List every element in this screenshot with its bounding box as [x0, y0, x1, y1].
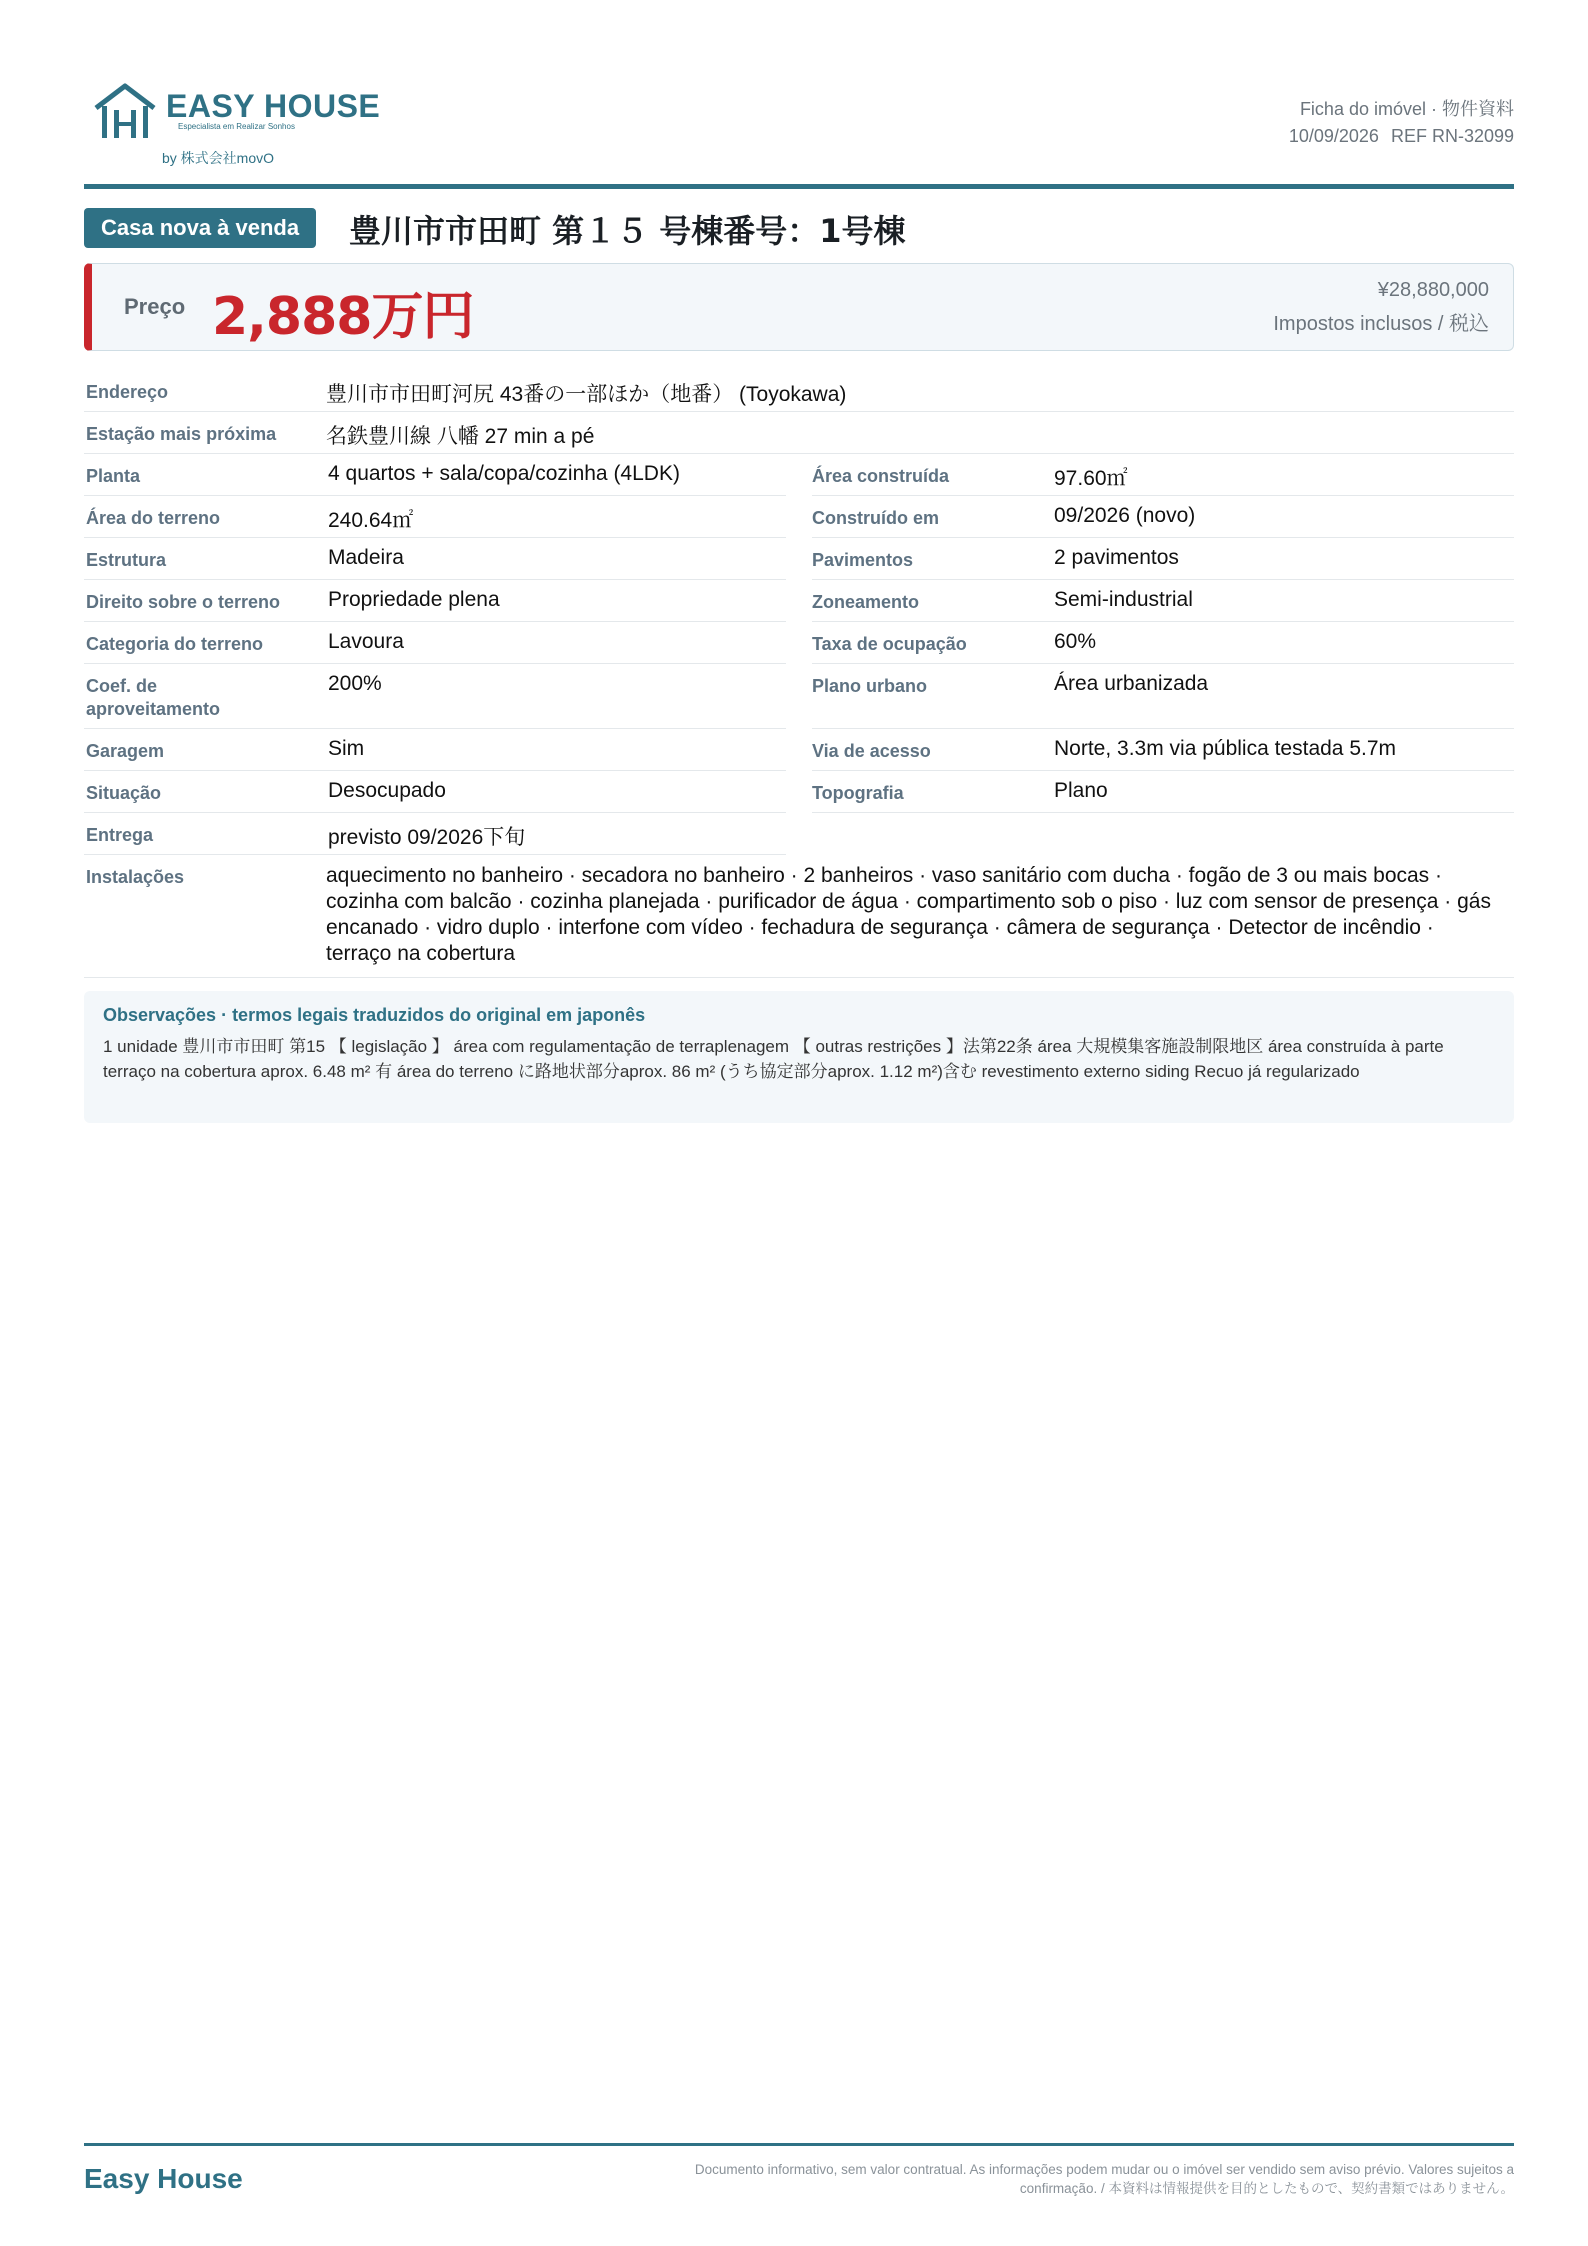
document-meta [1289, 96, 1514, 150]
spec-row-instalacoes [84, 855, 1514, 978]
spec-value: 名鉄豊川線 八幡 27 min a pé [326, 425, 595, 448]
spec-label: Zoneamento [812, 592, 920, 612]
spec-value: Desocupado [328, 779, 446, 802]
spec-row [84, 622, 1514, 664]
spec-label: Direito sobre o terreno [86, 592, 281, 612]
spec-label: Pavimentos [812, 550, 914, 570]
footer-brand: Easy House [84, 2163, 243, 2194]
spec-value: 97.60㎡ [1054, 467, 1128, 490]
spec-value: Norte, 3.3m via pública testada 5.7m [1054, 737, 1397, 760]
spec-cell-situacao [84, 771, 786, 813]
spec-row [84, 729, 1514, 771]
spec-label: Área do terreno [86, 508, 221, 528]
spec-label: Construído em [812, 508, 940, 528]
doc-type: Ficha do imóvel · 物件資料 [1299, 99, 1514, 119]
spec-row [84, 454, 1514, 496]
spec-cell-categoria [84, 622, 786, 664]
spec-label: Área construída [812, 466, 950, 486]
notes-box [84, 991, 1514, 1123]
doc-date-ref [1289, 123, 1514, 150]
spec-label: Endereço [86, 382, 169, 402]
price-yen: ¥28,880,000 [1377, 279, 1489, 301]
spec-value: 豊川市市田町河尻 43番の一部ほか（地番） (Toyokawa) [326, 383, 847, 406]
spec-value: 240.64㎡ [328, 509, 414, 532]
logo-name: EASY HOUSE [166, 88, 381, 124]
spec-label: Planta [86, 466, 141, 486]
spec-table [84, 370, 1514, 978]
spec-cell-empty [812, 813, 1514, 854]
spec-cell-estrutura [84, 538, 786, 580]
spec-label: Plano urbano [812, 676, 928, 696]
logo-by: by 株式会社movO [162, 150, 275, 166]
spec-value: 09/2026 (novo) [1054, 504, 1196, 527]
spec-label: Taxa de ocupação [812, 634, 967, 654]
spec-value: Madeira [328, 546, 404, 569]
spec-label: Topografia [812, 783, 904, 803]
house-logo-icon [90, 80, 160, 142]
spec-label: Estrutura [86, 550, 167, 570]
spec-row [84, 538, 1514, 580]
spec-cell-entrega [84, 813, 786, 855]
spec-cell-direito [84, 580, 786, 622]
spec-cell-zoneamento [812, 580, 1514, 622]
spec-value: 200% [328, 672, 382, 695]
price-box [84, 263, 1514, 351]
price-tax-note: Impostos inclusos / 税込 [1273, 313, 1489, 335]
spec-cell-via [812, 729, 1514, 771]
spec-row [84, 580, 1514, 622]
spec-cell-planta [84, 454, 786, 496]
spec-cell-plano [812, 664, 1514, 729]
doc-date: 10/09/2026 [1288, 126, 1379, 146]
spec-cell-area-terreno [84, 496, 786, 538]
spec-label: Via de acesso [812, 741, 931, 761]
footer-disclaimer: Documento informativo, sem valor contratual. As informações podem mudar ou o imóvel ser vendido sem aviso prévio. Valores sujeitos a confirmação. / 本資料は情報提供を目的としたもので、契約書類ではありません。 [694, 2162, 1514, 2196]
easy-house-logo [90, 80, 381, 175]
header-divider [84, 184, 1514, 189]
spec-label: Estação mais próxima [86, 424, 277, 444]
spec-value: previsto 09/2026下旬 [328, 826, 526, 849]
spec-label: Coef. de aproveitamento [86, 676, 221, 719]
spec-cell-taxa [812, 622, 1514, 664]
spec-cell-topografia [812, 771, 1514, 813]
notes-text: 1 unidade 豊川市市田町 第15 【 legislação 】 área com regulamentação de terraplenagem 【 outras restrições 】法第22条 área 大規模集客施設制限地区 área construída à parte terraço na cobertura aprox. 6.48 m² 有 área do terreno に路地状部分aprox. 86 m² (うち協定部分aprox. 1.12 m²)含む revestimento externo siding Recuo já regularizado [103, 1037, 1444, 1081]
listing-type-badge: Casa nova à venda [84, 208, 316, 248]
price-value: 2,888万円 [212, 287, 474, 347]
spec-cell-coef [84, 664, 786, 729]
notes-title: Observações · termos legais traduzidos do original em japonês [103, 1005, 646, 1025]
spec-label: Situação [86, 783, 162, 803]
footer-divider [84, 2143, 1514, 2146]
spec-cell-pavimentos [812, 538, 1514, 580]
spec-cell-area-construida [812, 454, 1514, 496]
spec-label: Instalações [86, 867, 185, 887]
price-label: Preço [124, 294, 186, 319]
property-title: 豊川市市田町 第１５ 号棟番号：1号棟 [349, 212, 906, 250]
spec-value: Propriedade plena [328, 588, 500, 611]
spec-cell-garagem [84, 729, 786, 771]
spec-row [84, 813, 1514, 855]
spec-value: Plano [1054, 779, 1108, 802]
spec-value-instalacoes: aquecimento no banheiro · secadora no banheiro · 2 banheiros · vaso sanitário com ducha · fogão de 3 ou mais bocas · cozinha com balcão · cozinha planejada · purificador de água · compartimento sob o piso · luz com sensor de presença · gás encanado · vidro duplo · interfone com vídeo · fechadura de segurança · câmera de segurança · Detector de incêndio · terraço na cobertura [326, 864, 1491, 965]
property-sheet [84, 0, 1514, 2246]
spec-row [84, 771, 1514, 813]
spec-label: Garagem [86, 741, 165, 761]
spec-row-endereco [84, 370, 1514, 412]
spec-value: 2 pavimentos [1054, 546, 1179, 569]
spec-value: Área urbanizada [1054, 672, 1209, 695]
doc-ref: REF RN-32099 [1390, 126, 1514, 146]
spec-row [84, 496, 1514, 538]
spec-value: Semi-industrial [1054, 588, 1193, 611]
spec-value: Sim [328, 737, 365, 760]
spec-value: Lavoura [328, 630, 404, 653]
spec-value: 4 quartos + sala/copa/cozinha (4LDK) [328, 462, 680, 485]
logo-tagline: Especialista em Realizar Sonhos [178, 122, 295, 131]
spec-cell-construido-em [812, 496, 1514, 538]
spec-row [84, 664, 1514, 729]
spec-label: Categoria do terreno [86, 634, 264, 654]
spec-row-estacao [84, 412, 1514, 454]
spec-label: Entrega [86, 825, 154, 845]
spec-value: 60% [1054, 630, 1097, 653]
